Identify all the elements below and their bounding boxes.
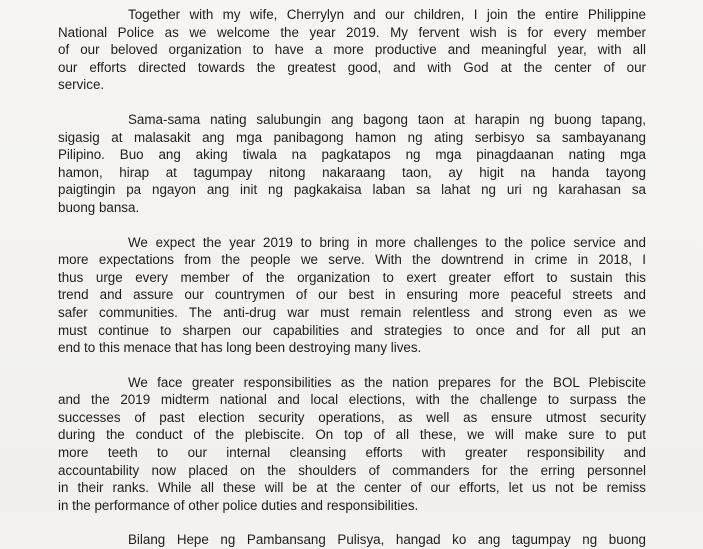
- paragraph-line: our efforts directed towards the greatest good, and with God at the center of our: [58, 59, 646, 75]
- paragraph-line: in their ranks. While all these will be at the center of our efforts, let us not be remiss: [58, 480, 646, 496]
- paragraph-line: Together with my wife, Cherrylyn and our children, I join the entire Philippine: [128, 7, 646, 22]
- paragraph-line: Sama-sama nating salubungin ang bagong taon at harapin ng buong tapang,: [128, 111, 646, 127]
- paragraph-line: sigasig at malasakit ang mga panibagong hamon ng ating serbisyo sa sambayanang: [58, 129, 646, 145]
- paragraph-line: in the performance of other police duties and responsibilities.: [58, 497, 419, 513]
- paragraph-line: trend and assure our countrymen of our best in ensuring more peaceful streets and: [58, 287, 646, 303]
- paragraph-line: service.: [58, 77, 105, 93]
- letter-body: [58, 6, 646, 549]
- paragraph-line: more teeth to our internal cleansing efforts with greater responsibility and: [58, 445, 646, 461]
- paragraph-line: and the 2019 midterm national and local elections, with the challenge to surpass the: [58, 392, 646, 408]
- paragraph-line: buong bansa.: [58, 199, 140, 215]
- paragraph-line: end to this menace that has long been destroying many lives.: [58, 340, 422, 356]
- paragraph-3: [58, 234, 646, 357]
- paragraph-line: must continue to sharpen our capabilities and strategies to once and for all put an: [58, 322, 646, 338]
- paragraph-line: of our beloved organization to have a more productive and meaningful year, with all: [58, 42, 646, 58]
- paragraph-line: thus urge every member of the organization to exert greater effort to sustain this: [58, 269, 646, 285]
- paragraph-line: more expectations from the people we serve. With the downtrend in crime in 2018, I: [58, 252, 646, 268]
- paragraph-line: hamon, hirap at tagumpay nitong nakaraang taon, ay higit na handa tayong: [58, 164, 646, 180]
- paragraph-line: successes of past election security operations, as well as ensure utmost security: [58, 409, 646, 425]
- paragraph-2: [58, 111, 646, 217]
- paragraph-1: [58, 6, 646, 94]
- paragraph-4: [58, 374, 646, 515]
- paragraph-line: National Police as we welcome the year 2019. My fervent wish is for every member: [58, 24, 646, 40]
- paragraph-line: Pilipino. Buo ang aking tiwala na pagkatapos ng mga pinagdaanan nating mga: [58, 147, 646, 163]
- paragraph-line: Bilang Hepe ng Pambansang Pulisya, hangad ko ang tagumpay ng buong: [128, 532, 646, 548]
- paragraph-5: [58, 531, 646, 549]
- paragraph-line: We expect the year 2019 to bring in more challenges to the police service and: [128, 234, 646, 250]
- paragraph-line: safer communities. The anti-drug war must remain relentless and strong even as we: [58, 304, 646, 320]
- paragraph-line: paigtingin pa ngayon ang init ng pagkakaisa laban sa lahat ng uri ng karahasan sa: [58, 182, 646, 198]
- paragraph-line: We face greater responsibilities as the nation prepares for the BOL Plebiscite: [128, 374, 646, 390]
- paragraph-line: accountability now placed on the shoulders of commanders for the erring personnel: [58, 462, 646, 478]
- paragraph-line: during the conduct of the plebiscite. On top of all these, we will make sure to put: [58, 427, 646, 443]
